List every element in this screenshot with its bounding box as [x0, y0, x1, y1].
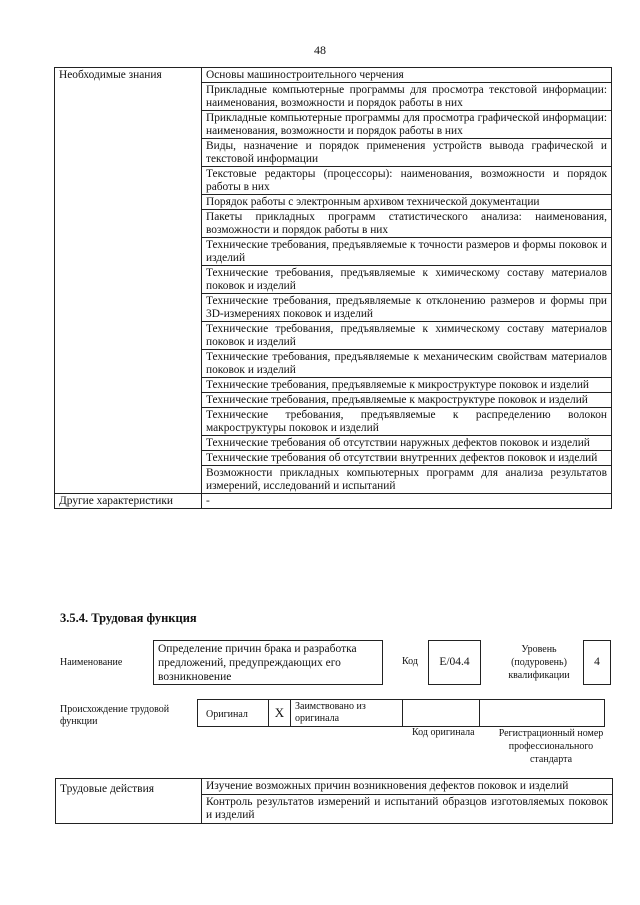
level-label: Уровень (подуровень) квалификации	[508, 644, 570, 681]
knowledge-item: Текстовые редакторы (процессоры): наименования, возможности и порядок работы в них	[202, 167, 612, 195]
code-label: Код	[402, 656, 418, 667]
knowledge-item: Основы машиностроительного черчения	[202, 68, 612, 83]
knowledge-item: Виды, назначение и порядок применения устройств вывода графической и текстовой информации	[202, 139, 612, 167]
other-label: Другие характеристики	[55, 494, 202, 509]
actions-table	[55, 778, 613, 824]
name-value: Определение причин брака и разработка предложений, предупреждающих его возникновение	[153, 640, 383, 685]
knowledge-item: Пакеты прикладных программ статистического анализа: наименования, возможности и порядок работы в них	[202, 210, 612, 238]
knowledge-item: Прикладные компьютерные программы для просмотра текстовой информации: наименования, возможности и порядок работы в них	[202, 83, 612, 111]
origin-code-cell	[403, 700, 480, 727]
knowledge-label: Необходимые знания	[55, 68, 202, 494]
name-label: Наименование	[60, 657, 123, 668]
knowledge-item: Технические требования, предъявляемые к микроструктуре поковок и изделий	[202, 378, 612, 393]
origin-label: Происхождение трудовой функции	[60, 704, 170, 727]
level-value: 4	[583, 640, 611, 685]
knowledge-item: Технические требования, предъявляемые к распределению волокон макроструктуры поковок и изделий	[202, 408, 612, 436]
original-label: Оригинал	[198, 700, 269, 727]
code-value: E/04.4	[428, 640, 481, 685]
knowledge-item: Прикладные компьютерные программы для просмотра графической информации: наименования, возможности и порядок работы в них	[202, 111, 612, 139]
reg-number-cell	[480, 700, 605, 727]
other-value: -	[202, 494, 612, 509]
origin-code-caption: Код оригинала	[412, 727, 475, 738]
action-item: Контроль результатов измерений и испытаний образцов изготовляемых поковок и изделий	[202, 794, 613, 823]
knowledge-item: Технические требования об отсутствии внутренних дефектов поковок и изделий	[202, 451, 612, 466]
knowledge-item: Технические требования об отсутствии наружных дефектов поковок и изделий	[202, 436, 612, 451]
action-item: Изучение возможных причин возникновения дефектов поковок и изделий	[202, 779, 613, 795]
knowledge-item: Технические требования, предъявляемые к механическим свойствам материалов поковок и изделий	[202, 350, 612, 378]
section-title: 3.5.4. Трудовая функция	[60, 611, 197, 625]
knowledge-item: Технические требования, предъявляемые к точности размеров и формы поковок и изделий	[202, 238, 612, 266]
knowledge-item: Технические требования, предъявляемые к отклонению размеров и формы при 3D-измерениях поковок и изделий	[202, 294, 612, 322]
knowledge-item: Технические требования, предъявляемые к макроструктуре поковок и изделий	[202, 393, 612, 408]
borrowed-label: Заимствовано из оригинала	[291, 700, 403, 727]
original-mark: X	[269, 700, 291, 727]
action-row	[56, 779, 613, 795]
knowledge-item: Технические требования, предъявляемые к химическому составу материалов поковок и изделий	[202, 266, 612, 294]
origin-table	[197, 699, 605, 727]
knowledge-item: Технические требования, предъявляемые к химическому составу материалов поковок и изделий	[202, 322, 612, 350]
reg-number-caption: Регистрационный номер профессионального стандарта	[498, 728, 604, 765]
actions-label: Трудовые действия	[56, 779, 202, 824]
knowledge-item: Порядок работы с электронным архивом технической документации	[202, 195, 612, 210]
other-row	[55, 494, 612, 509]
knowledge-item: Возможности прикладных компьютерных программ для анализа результатов измерений, исследований и испытаний	[202, 466, 612, 494]
knowledge-row	[55, 68, 612, 83]
knowledge-table	[54, 67, 612, 509]
page-number: 48	[314, 43, 326, 57]
